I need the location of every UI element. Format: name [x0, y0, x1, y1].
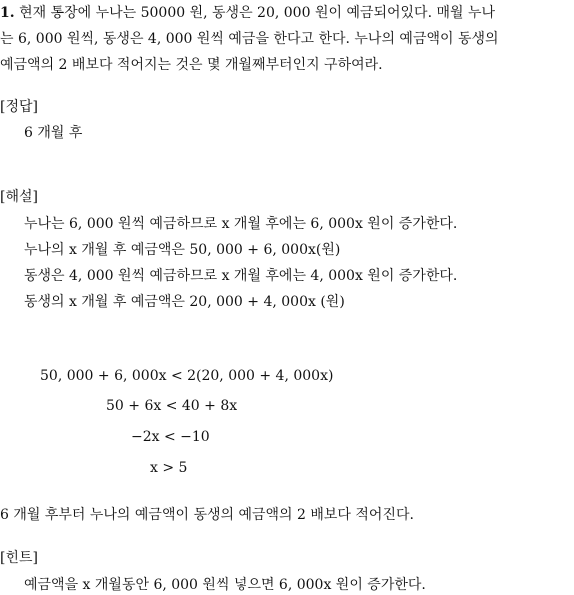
problem-line-2: 는 6, 000 원씩, 동생은 4, 000 원씩 예금을 한다고 한다. 누나의 예금액이 동생의 — [0, 31, 499, 47]
equation-1: 50, 000 + 6, 000x < 2(20, 000 + 4, 000x) — [40, 368, 334, 384]
hint-heading: [힌트] — [0, 550, 38, 566]
problem-line-3: 예금액의 2 배보다 적어지는 것은 몇 개월째부터인지 구하여라. — [0, 57, 383, 73]
equation-2: 50 + 6x < 40 + 8x — [106, 398, 238, 414]
equation-3: −2x < −10 — [131, 429, 210, 445]
problem-text-1: 현재 통장에 누나는 50000 원, 동생은 20, 000 원이 예금되어있다. 매월 누나 — [19, 5, 496, 21]
solution-line-2: 누나의 x 개월 후 예금액은 50, 000 + 6, 000x(원) — [24, 242, 341, 258]
equation-4: x > 5 — [150, 460, 188, 476]
solution-line-4: 동생의 x 개월 후 예금액은 20, 000 + 4, 000x (원) — [24, 294, 345, 310]
answer-text: 6 개월 후 — [24, 125, 83, 141]
answer-heading: [정답] — [0, 99, 38, 115]
problem-number: 1. — [0, 5, 15, 21]
solution-heading: [해설] — [0, 189, 38, 205]
solution-line-1: 누나는 6, 000 원씩 예금하므로 x 개월 후에는 6, 000x 원이 증가한다. — [24, 216, 458, 232]
solution-line-3: 동생은 4, 000 원씩 예금하므로 x 개월 후에는 4, 000x 원이 증가한다. — [24, 268, 458, 284]
problem-line-1 — [0, 4, 495, 22]
hint-text: 예금액을 x 개월동안 6, 000 원씩 넣으면 6, 000x 원이 증가한다. — [24, 577, 426, 593]
solution-conclusion: 6 개월 후부터 누나의 예금액이 동생의 예금액의 2 배보다 적어진다. — [0, 507, 414, 523]
